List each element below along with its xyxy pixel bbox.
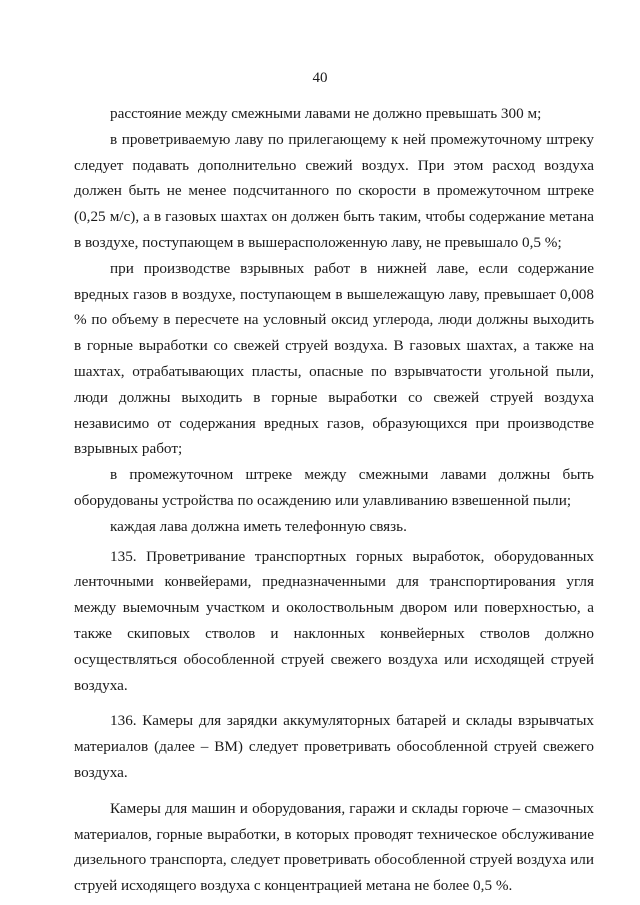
paragraph-dust-settling: в промежуточном штреке между смежными лавами должны быть оборудованы устройства по осаждению или улавливанию взвешенной пыли; xyxy=(74,466,594,509)
paragraph-telephone-link: каждая лава должна иметь телефонную связь. xyxy=(110,517,407,535)
document-body xyxy=(74,101,594,899)
paragraph-adjacent-longwalls-distance: расстояние между смежными лавами не должно превышать 300 м; xyxy=(110,105,542,122)
spacer xyxy=(74,698,594,708)
paragraph-blasting-gases: при производстве взрывных работ в нижней лаве, если содержание вредных газов в воздухе, поступающем в вышележащую лаву, превышает 0,008 % по объему в пересчете на условный оксид углерода, люди должны выходить в горные выработки со свежей струей воздуха. В газовых шахтах, а также на шахтах, отрабатывающих пласты, опасные по взрывчатости угольной пыли, люди должны выходить в горные выработки со свежей струей воздуха независимо от содержания вредных газов, образующихся при производстве взрывных работ; xyxy=(74,259,594,458)
paragraph-fuel-storage-ventilation: Камеры для машин и оборудования, гаражи и склады горюче – смазочных материалов, горные выработки, в которых проводят техническое обслуживание дизельного транспорта, следует проветривать обособленной струей воздуха или струей исходящего воздуха с концентрацией метана не более 0,5 %. xyxy=(74,799,594,895)
spacer xyxy=(74,786,594,796)
page-number: 40 xyxy=(312,70,328,86)
paragraph-item-136: 136. Камеры для зарядки аккумуляторных батарей и склады взрывчатых материалов (далее – ВМ) следует проветривать обособленной струей свежего воздуха. xyxy=(74,712,594,781)
paragraph-intermediate-drift-air: в проветриваемую лаву по прилегающему к ней промежуточному штреку следует подавать дополнительно свежий воздух. При этом расход воздуха должен быть не менее подсчитанного по скорости в промежуточном штреке (0,25 м/с), а в газовых шахтах он должен быть таким, чтобы содержание метана в воздухе, поступающем в вышерасположенную лаву, не превышало 0,5 %; xyxy=(74,130,594,251)
paragraph-item-135: 135. Проветривание транспортных горных выработок, оборудованных ленточными конвейерами, предназначенными для транспортирования угля между выемочным участком и околоствольным двором или поверхностью, а также скиповых стволов и наклонных конвейерных стволов должно осуществляться обособленной струей свежего воздуха или исходящей струей воздуха. xyxy=(74,547,594,694)
